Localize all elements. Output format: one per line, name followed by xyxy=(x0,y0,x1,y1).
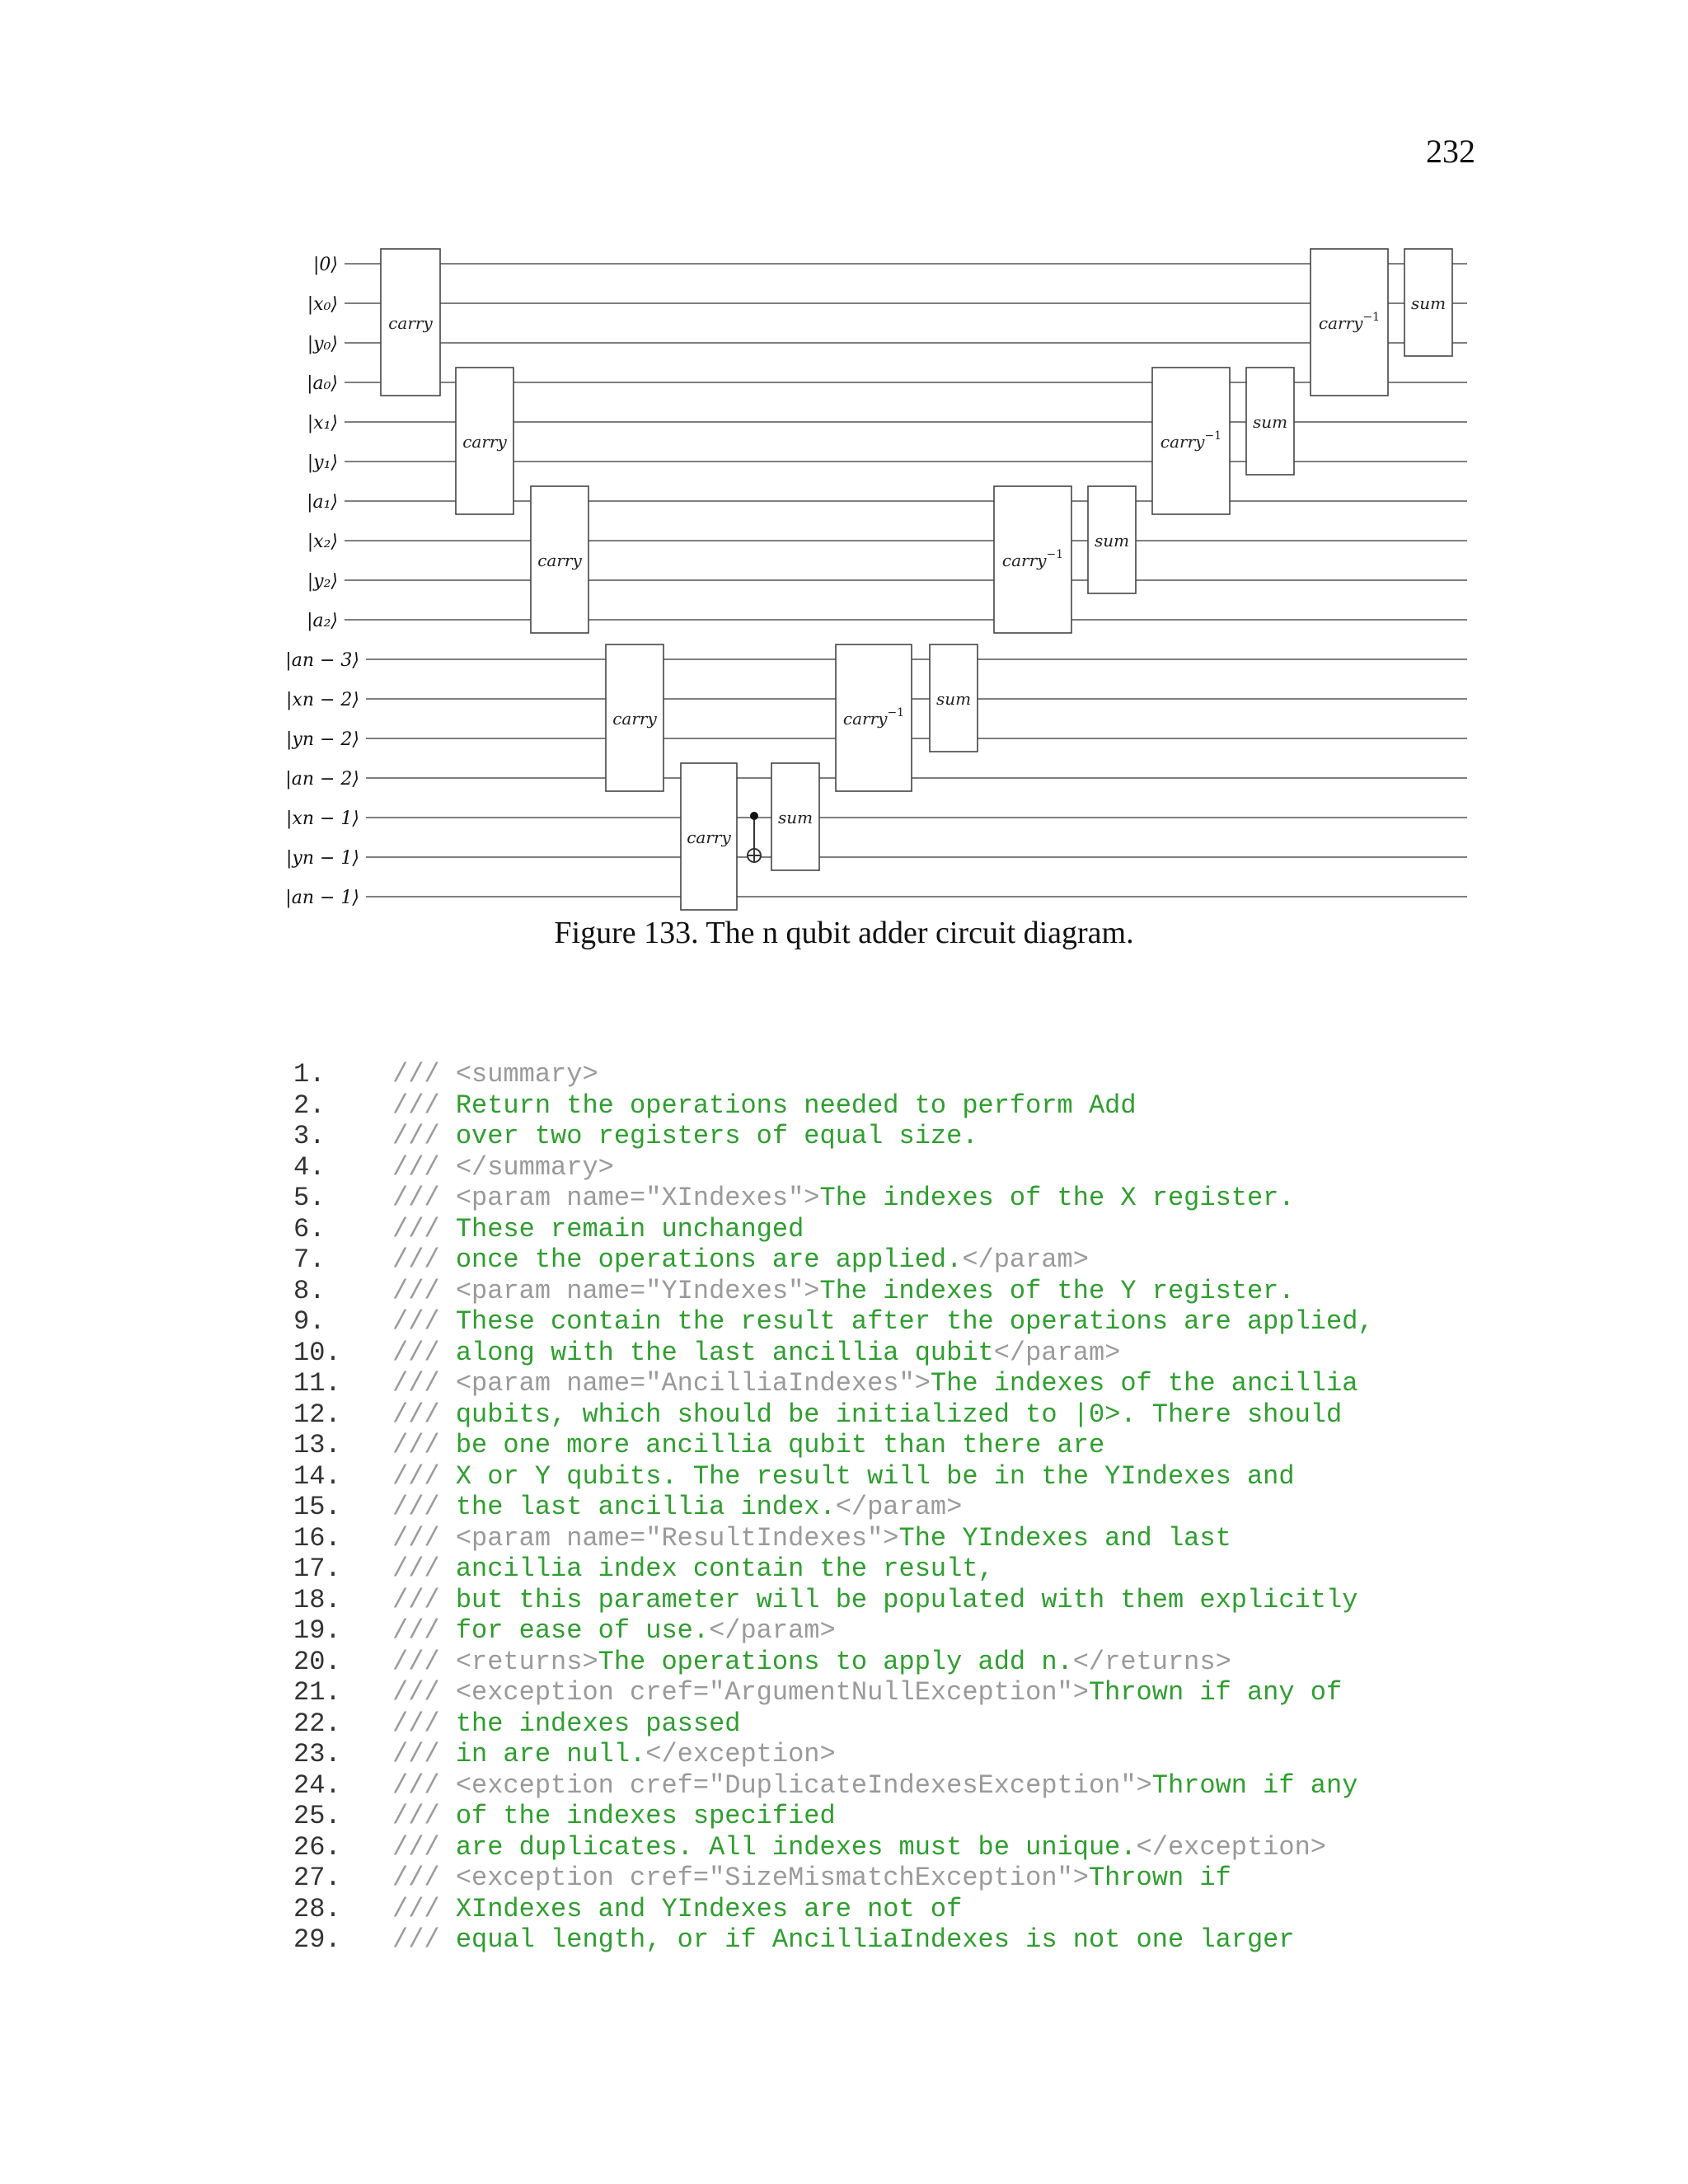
gate-label: carry$^{-1}$ xyxy=(842,706,905,729)
code-text xyxy=(392,1368,1357,1399)
doc-tag: /// xyxy=(392,1090,456,1121)
wire-label: |an − 3⟩ xyxy=(285,650,359,671)
carry-gate xyxy=(456,368,513,514)
carry-inverse-gate xyxy=(1152,368,1230,514)
doc-tag: /// xyxy=(392,1893,456,1924)
gate-label: carry$^{-1}$ xyxy=(1318,311,1381,333)
doc-tag: /// <summary> xyxy=(392,1059,598,1090)
comment-text: once the operations are applied. xyxy=(455,1244,963,1275)
line-number: 13. xyxy=(293,1430,341,1460)
code-text xyxy=(392,1399,1342,1430)
line-number: 19. xyxy=(293,1615,341,1646)
code-text xyxy=(392,1059,598,1090)
comment-text: be one more ancillia qubit than there are xyxy=(455,1430,1105,1460)
doc-tag: /// xyxy=(392,1801,456,1831)
code-text xyxy=(392,1461,1295,1492)
code-text xyxy=(392,1863,1231,1893)
wire-label: |xn − 1⟩ xyxy=(286,808,359,829)
code-text xyxy=(392,1894,962,1924)
comment-text: Thrown if xyxy=(1088,1863,1231,1893)
sum-gate xyxy=(771,763,819,870)
code-text xyxy=(392,1554,994,1584)
comment-text: The indexes of the ancillia xyxy=(930,1368,1358,1399)
doc-tag: /// xyxy=(392,1584,456,1615)
code-text xyxy=(392,1430,1104,1460)
wire-label: |yn − 1⟩ xyxy=(285,848,359,869)
doc-tag: /// <exception cref="DuplicateIndexesException"> xyxy=(392,1769,1152,1801)
doc-tag: /// xyxy=(392,1244,456,1275)
comment-text: The indexes of the X register. xyxy=(819,1183,1295,1213)
sum-gate xyxy=(1404,249,1452,356)
code-text xyxy=(392,1647,1231,1677)
line-number: 6. xyxy=(293,1213,326,1244)
gate-label: carry xyxy=(462,432,507,452)
doc-tag: /// xyxy=(392,1121,456,1151)
gate-label: sum xyxy=(1252,412,1288,432)
doc-tag: /// xyxy=(392,1615,456,1646)
line-number: 8. xyxy=(293,1275,326,1306)
doc-tag: </param> xyxy=(709,1615,836,1646)
comment-text: of the indexes specified xyxy=(455,1801,836,1831)
code-text xyxy=(392,1276,1295,1306)
code-text xyxy=(392,1585,1357,1615)
doc-tag: /// xyxy=(392,1399,456,1430)
code-text xyxy=(392,1739,836,1769)
line-number: 22. xyxy=(293,1708,341,1739)
doc-tag: /// </summary> xyxy=(392,1151,614,1183)
comment-text: The YIndexes and last xyxy=(898,1522,1231,1554)
gate-label: carry xyxy=(388,313,433,333)
gates-layer xyxy=(381,249,1452,910)
comment-text: the last ancillia index. xyxy=(455,1492,836,1522)
doc-tag: /// xyxy=(392,1213,456,1244)
sum-gate xyxy=(930,644,978,752)
carry-gate xyxy=(531,486,588,633)
gate-label: sum xyxy=(1094,531,1130,551)
line-number: 15. xyxy=(293,1492,341,1522)
wire-label: |a₀⟩ xyxy=(307,373,338,394)
line-number: 10. xyxy=(293,1337,341,1368)
code-text xyxy=(392,1090,1137,1121)
comment-text: These contain the result after the operations are applied, xyxy=(455,1306,1374,1337)
doc-tag: /// xyxy=(392,1492,456,1522)
doc-tag: /// xyxy=(392,1924,456,1955)
line-number: 21. xyxy=(293,1677,341,1708)
gate-label: carry xyxy=(687,827,731,847)
gate-label: sum xyxy=(777,808,814,827)
wire-labels-layer xyxy=(285,255,359,908)
wires-layer xyxy=(345,264,1467,897)
line-number: 9. xyxy=(293,1306,326,1337)
carry-gate xyxy=(381,249,440,396)
comment-text: equal length, or if AncilliaIndexes is not one larger xyxy=(455,1924,1295,1955)
doc-tag: </param> xyxy=(962,1244,1089,1275)
qubit-adder-circuit xyxy=(0,0,1688,915)
wire-label: |a₂⟩ xyxy=(307,611,338,631)
line-number: 12. xyxy=(293,1399,341,1430)
code-text xyxy=(392,1121,978,1151)
line-number: 3. xyxy=(293,1121,326,1151)
code-text xyxy=(392,1152,614,1183)
doc-tag: </exception> xyxy=(645,1739,836,1769)
gate-label: carry xyxy=(537,551,582,570)
line-number: 16. xyxy=(293,1522,341,1554)
line-number: 25. xyxy=(293,1801,341,1831)
figure-caption: Figure 133. The n qubit adder circuit diagram. xyxy=(554,916,1134,950)
line-number: 2. xyxy=(293,1090,326,1121)
doc-tag: /// xyxy=(392,1337,456,1368)
line-number: 5. xyxy=(293,1183,326,1213)
doc-tag: /// <param name="YIndexes"> xyxy=(392,1275,820,1306)
wire-label: |y₂⟩ xyxy=(307,571,338,592)
carry-inverse-gate xyxy=(1311,249,1388,396)
wire-label: |x₀⟩ xyxy=(307,294,338,315)
wire-label: |an − 2⟩ xyxy=(285,769,359,790)
doc-tag: /// xyxy=(392,1831,456,1863)
doc-tag: /// <param name="AncilliaIndexes"> xyxy=(392,1368,931,1399)
comment-text: are duplicates. All indexes must be unique. xyxy=(455,1831,1137,1863)
page-number: 232 xyxy=(1426,133,1475,170)
doc-tag: </returns> xyxy=(1072,1646,1231,1677)
carry-gate xyxy=(681,763,737,910)
gate-label: sum xyxy=(1410,293,1447,313)
wire-label: |y₀⟩ xyxy=(307,334,338,354)
wire-label: |x₂⟩ xyxy=(307,532,338,552)
line-number: 17. xyxy=(293,1554,341,1584)
code-text xyxy=(392,1306,1374,1337)
doc-tag: /// <param name="ResultIndexes"> xyxy=(392,1522,899,1554)
doc-tag: </param> xyxy=(835,1492,963,1522)
gate-label: sum xyxy=(935,689,972,709)
code-text xyxy=(392,1523,1231,1554)
line-number: 29. xyxy=(293,1924,341,1955)
wire-label: |a₁⟩ xyxy=(307,492,338,513)
code-text xyxy=(392,1214,804,1244)
code-text xyxy=(392,1832,1326,1863)
line-number: 23. xyxy=(293,1739,341,1769)
comment-text: ancillia index contain the result, xyxy=(455,1554,994,1584)
wire-label: |0⟩ xyxy=(313,255,338,275)
line-number: 26. xyxy=(293,1831,341,1863)
comment-text: Thrown if any xyxy=(1151,1769,1358,1801)
comment-text: along with the last ancillia qubit xyxy=(455,1337,994,1368)
comment-text: These remain unchanged xyxy=(455,1213,804,1244)
line-number: 27. xyxy=(293,1863,341,1893)
doc-tag: /// <param name="XIndexes"> xyxy=(392,1183,820,1213)
comment-text: over two registers of equal size. xyxy=(455,1121,978,1151)
code-text xyxy=(392,1708,740,1739)
comment-text: XIndexes and YIndexes are not of xyxy=(455,1893,963,1924)
gate-label: carry xyxy=(612,709,657,729)
comment-text: in are null. xyxy=(455,1739,646,1769)
line-number: 28. xyxy=(293,1893,341,1924)
carry-inverse-gate xyxy=(836,644,912,791)
wire-label: |x₁⟩ xyxy=(307,413,338,434)
line-number: 7. xyxy=(293,1244,326,1275)
comment-text: the indexes passed xyxy=(455,1708,741,1739)
wire-label: |xn − 2⟩ xyxy=(286,690,359,710)
doc-tag: /// xyxy=(392,1554,456,1584)
code-text xyxy=(392,1244,1089,1275)
doc-tag: /// <exception cref="ArgumentNullException"> xyxy=(392,1677,1089,1708)
doc-tag: </param> xyxy=(993,1337,1121,1368)
wire-label: |yn − 2⟩ xyxy=(285,729,359,750)
code-text xyxy=(392,1801,836,1831)
comment-text: qubits, which should be initialized to |0>. There should xyxy=(455,1399,1343,1430)
carry-gate xyxy=(606,644,663,791)
doc-tag: /// xyxy=(392,1430,456,1460)
comment-text: but this parameter will be populated with them explicitly xyxy=(455,1584,1358,1615)
comment-text: Return the operations needed to perform Add xyxy=(455,1090,1137,1121)
comment-text: for ease of use. xyxy=(455,1615,710,1646)
line-number: 4. xyxy=(293,1151,326,1183)
line-number: 11. xyxy=(293,1368,341,1399)
code-text xyxy=(392,1924,1295,1955)
sum-gate xyxy=(1088,486,1136,593)
wire-label: |an − 1⟩ xyxy=(285,888,359,908)
carry-inverse-gate xyxy=(994,486,1071,633)
gate-label: carry$^{-1}$ xyxy=(1160,429,1222,452)
code-text xyxy=(392,1677,1342,1708)
line-number: 24. xyxy=(293,1769,341,1801)
comment-text: X or Y qubits. The result will be in the YIndexes and xyxy=(455,1460,1295,1492)
doc-tag: </exception> xyxy=(1136,1831,1326,1863)
cnot-control-dot xyxy=(750,812,758,820)
doc-tag: /// <returns> xyxy=(392,1646,598,1677)
code-text xyxy=(392,1770,1357,1801)
doc-tag: /// xyxy=(392,1460,456,1492)
wire-label: |y₁⟩ xyxy=(307,452,338,473)
line-number: 18. xyxy=(293,1584,341,1615)
code-text xyxy=(392,1492,962,1522)
line-number: 14. xyxy=(293,1460,341,1492)
code-text xyxy=(392,1338,1120,1368)
line-number: 20. xyxy=(293,1646,341,1677)
cnot-control xyxy=(748,812,761,862)
doc-tag: /// xyxy=(392,1306,456,1337)
code-text xyxy=(392,1183,1295,1213)
doc-tag: /// <exception cref="SizeMismatchException"> xyxy=(392,1863,1089,1893)
comment-text: Thrown if any of xyxy=(1088,1677,1343,1708)
sum-gate xyxy=(1246,368,1294,475)
gate-label: carry$^{-1}$ xyxy=(1001,548,1064,570)
comment-text: The operations to apply add n. xyxy=(598,1646,1073,1677)
code-text xyxy=(392,1615,836,1646)
doc-tag: /// xyxy=(392,1739,456,1769)
comment-text: The indexes of the Y register. xyxy=(819,1275,1295,1306)
doc-tag: /// xyxy=(392,1708,456,1739)
line-number: 1. xyxy=(293,1059,326,1090)
